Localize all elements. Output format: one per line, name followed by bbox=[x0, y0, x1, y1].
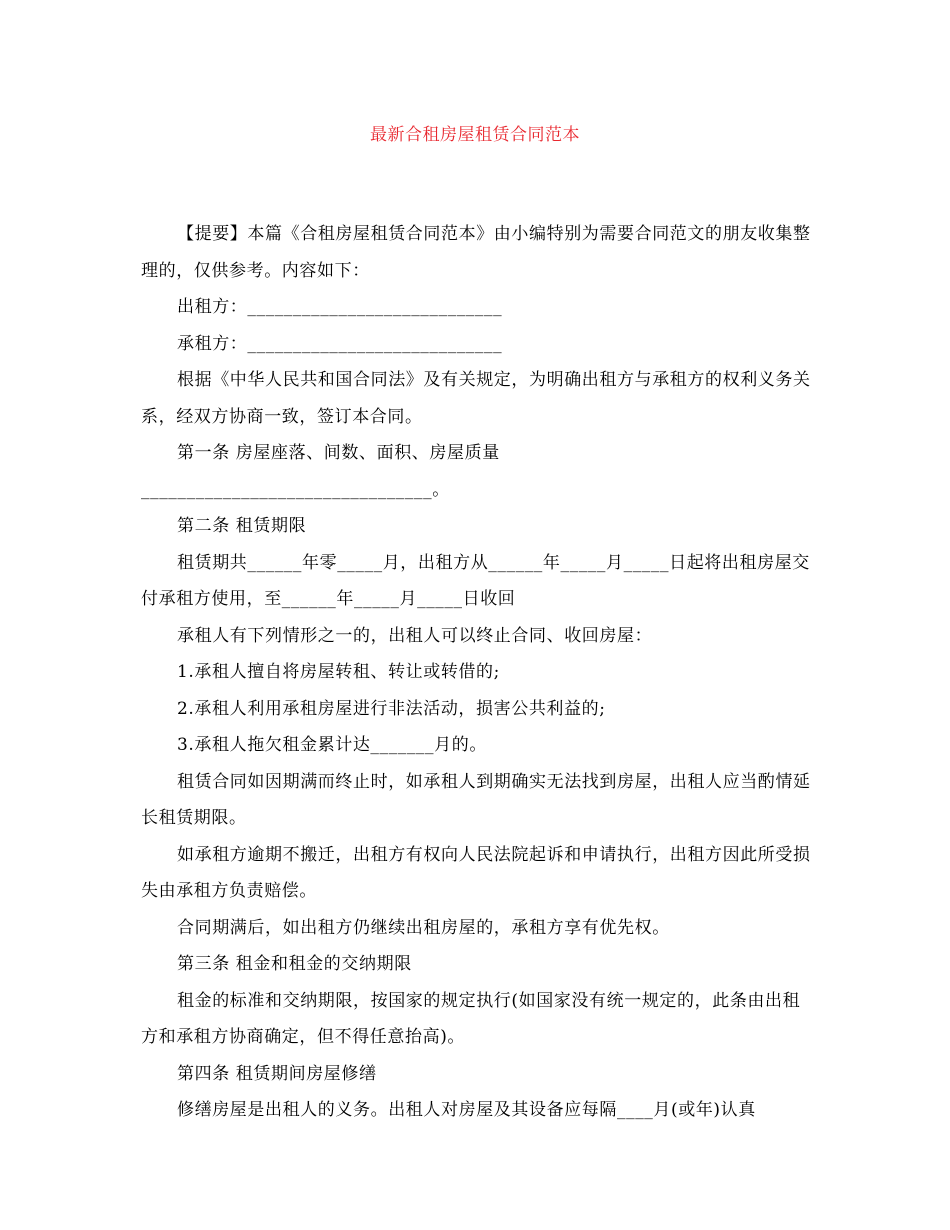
paragraph-lessor: 出租方：____________________________ bbox=[177, 297, 503, 317]
paragraph-priority-right: 合同期满后，如出租方仍继续出租房屋的，承租方享有优先权。 bbox=[177, 917, 670, 938]
article-4-heading: 第四条 租赁期间房屋修缮 bbox=[177, 1063, 377, 1084]
article-2-heading: 第二条 租赁期限 bbox=[177, 516, 307, 536]
paragraph-basis: 根据《中华人民共和国合同法》及有关规定，为明确出租方与承租方的权利义务关系，经双方协商一致，签订本合同。 bbox=[141, 370, 811, 427]
paragraph-repair-duty: 修缮房屋是出租人的义务。出租人对房屋及其设备应每隔____月(或年)认真 bbox=[177, 1100, 756, 1120]
list-item-3: 3.承租人拖欠租金累计达_______月的。 bbox=[177, 735, 487, 755]
paragraph-overdue-move: 如承租方逾期不搬迁，出租方有权向人民法院起诉和申请执行，出租方因此所受损失由承租方负责赔偿。 bbox=[141, 844, 811, 901]
paragraph-rent-standard: 租金的标准和交纳期限，按国家的规定执行(如国家没有统一规定的，此条由出租方和承租方协商确定，但不得任意抬高)。 bbox=[141, 990, 801, 1047]
paragraph-termination-conditions: 承租人有下列情形之一的，出租人可以终止合同、收回房屋： bbox=[177, 625, 653, 646]
document-title: 最新合租房屋租赁合同范本 bbox=[370, 125, 580, 145]
article-1-blank-line: ________________________________。 bbox=[141, 479, 450, 500]
paragraph-lease-term: 租赁期共______年零_____月，出租方从______年_____月_____日起将出租房屋交付承租方使用，至______年_____月_____日收回 bbox=[141, 552, 810, 609]
paragraph-expiry-extension: 租赁合同如因期满而终止时，如承租人到期确实无法找到房屋，出租人应当酌情延长租赁期限。 bbox=[141, 771, 811, 828]
article-1-heading: 第一条 房屋座落、间数、面积、房屋质量 bbox=[177, 443, 500, 463]
paragraph-lessee: 承租方：____________________________ bbox=[177, 333, 503, 354]
list-item-2: 2.承租人利用承租房屋进行非法活动，损害公共利益的; bbox=[177, 698, 606, 719]
list-item-1: 1.承租人擅自将房屋转租、转让或转借的; bbox=[177, 662, 500, 682]
document-body bbox=[141, 216, 811, 1129]
paragraph-summary: 【提要】本篇《合租房屋租赁合同范本》由小编特别为需要合同范文的朋友收集整理的，仅供参考。内容如下： bbox=[141, 224, 811, 281]
article-3-heading: 第三条 租金和租金的交纳期限 bbox=[177, 954, 412, 974]
